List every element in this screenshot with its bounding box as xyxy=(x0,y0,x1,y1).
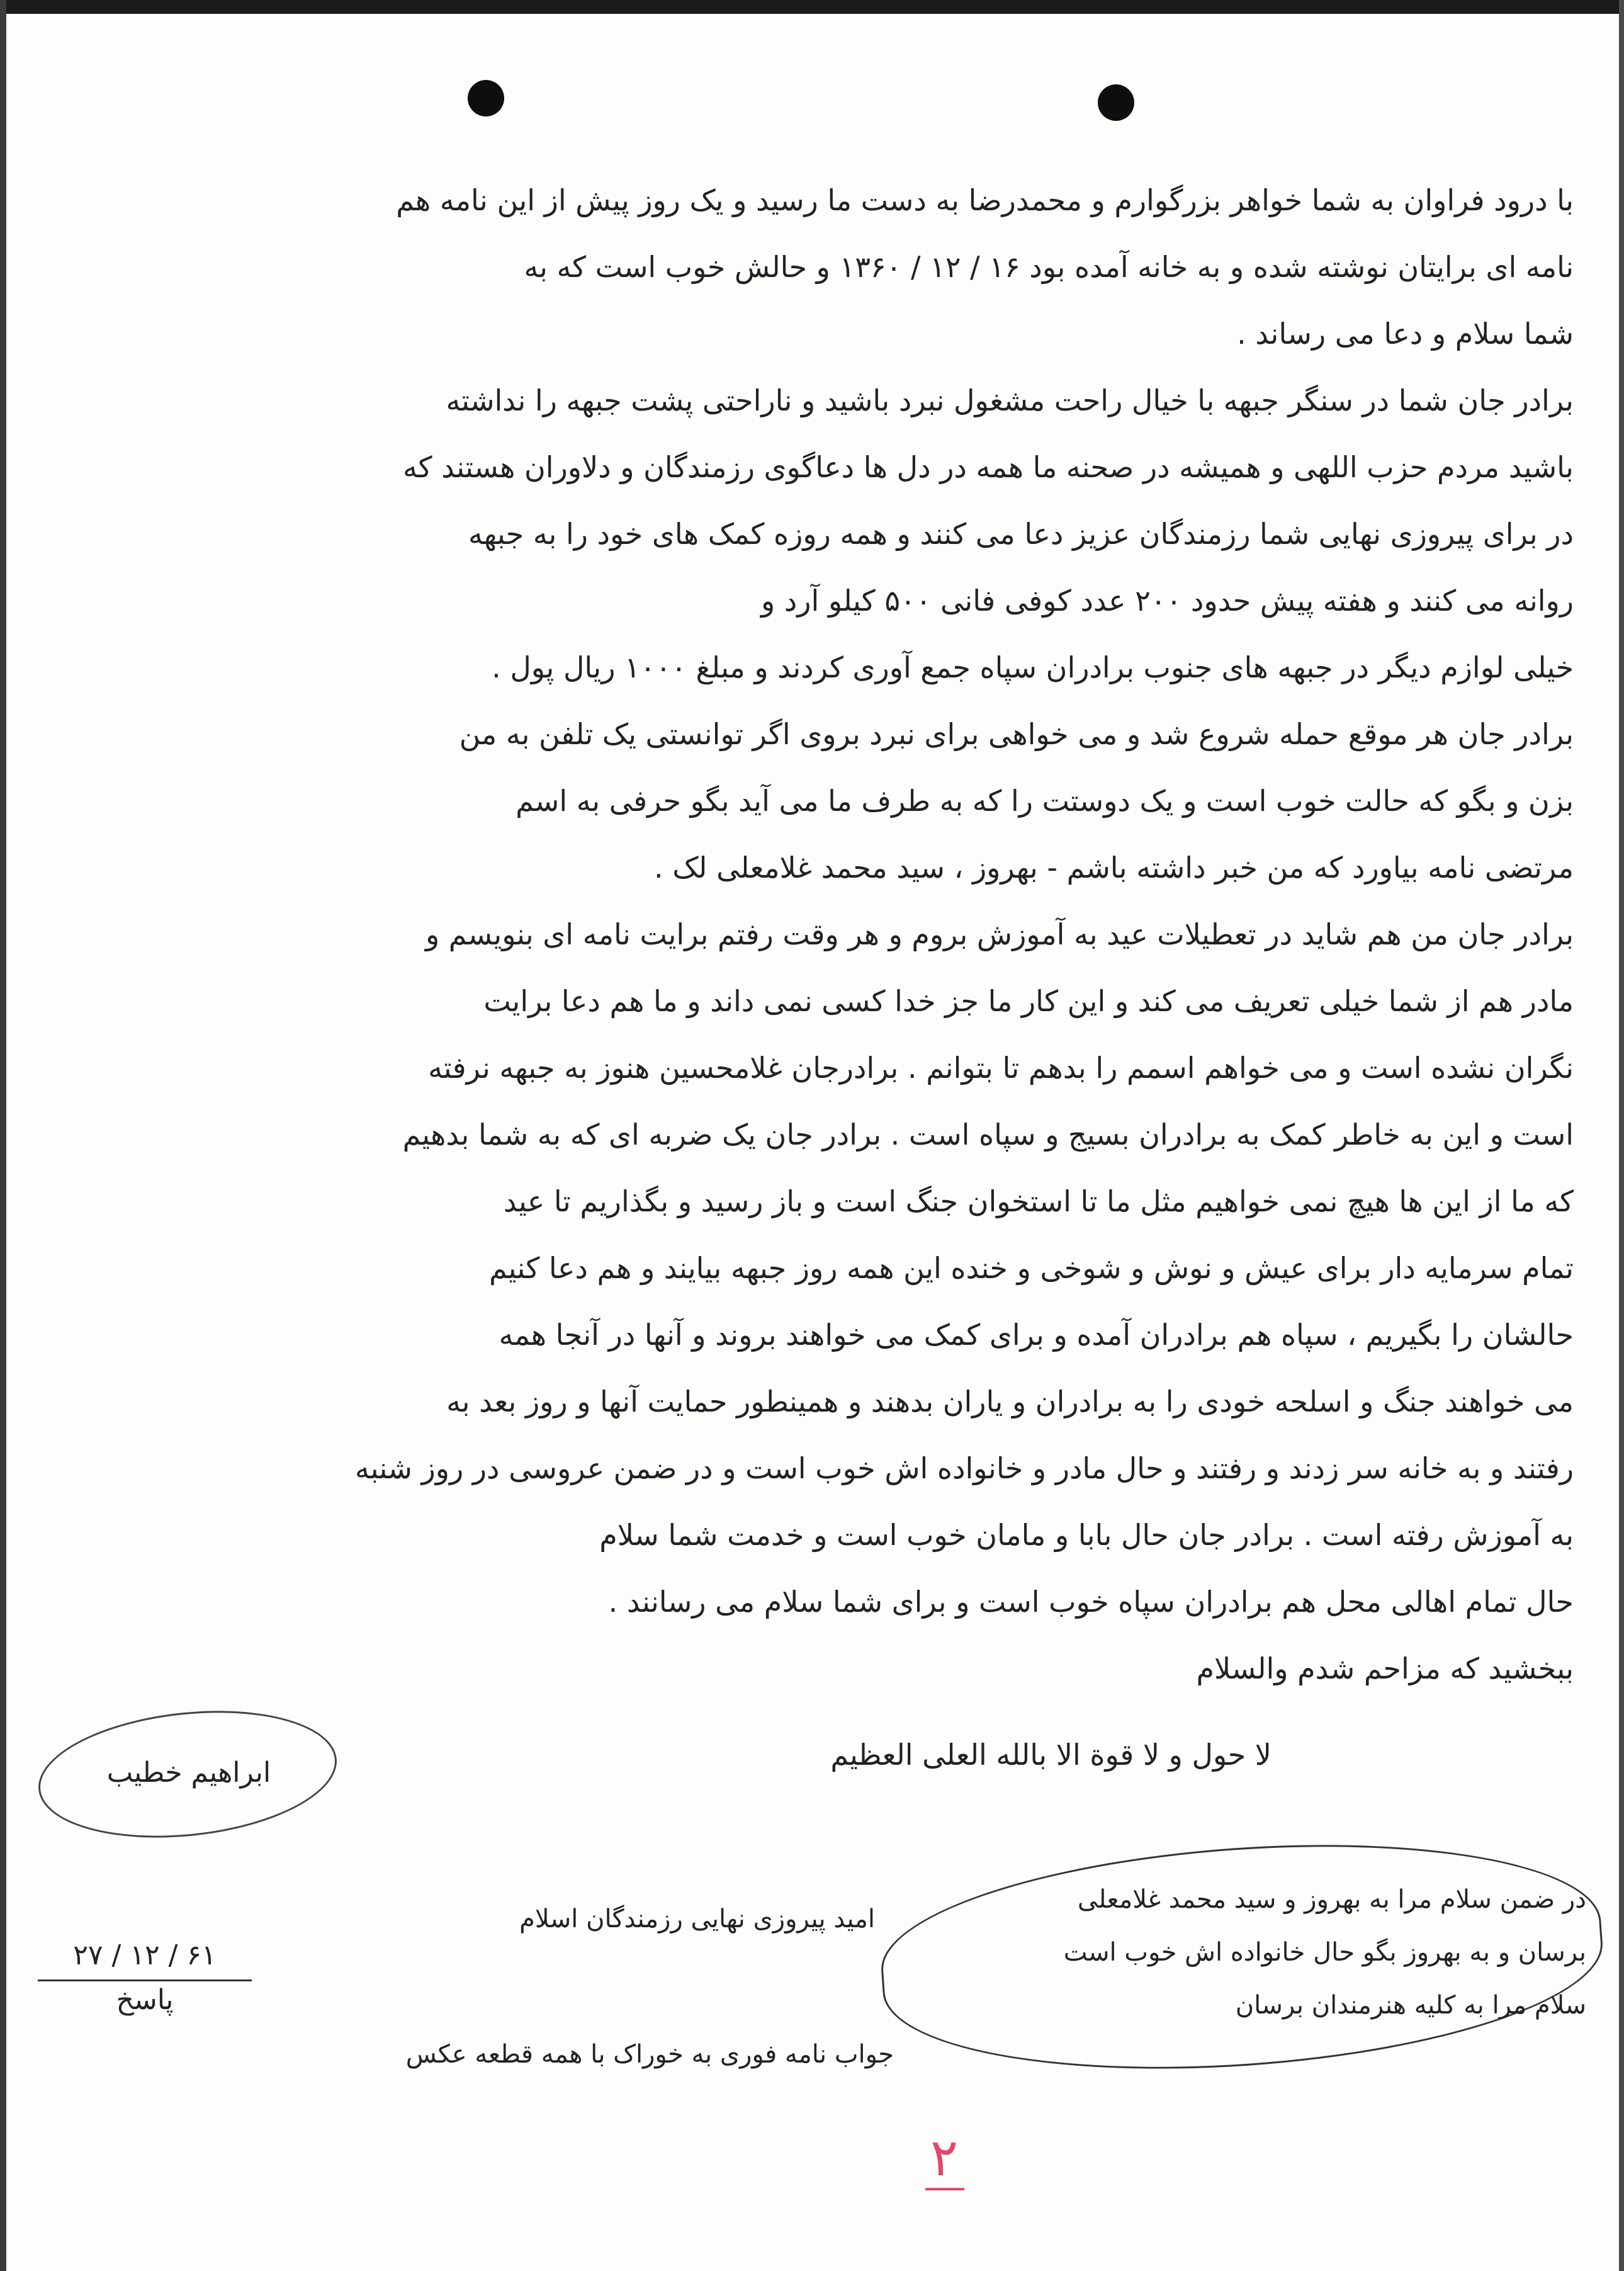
letter-line: مرتضی نامه بیاورد که من خبر داشته باشم - بهروز ، سید محمد غلامعلی لک . xyxy=(654,851,1574,885)
signature-name: ابراهیم خطیب xyxy=(106,1757,271,1789)
letter-line: برادر جان هر موقع حمله شروع شد و می خواهی برای نبرد بروی اگر توانستی یک تلفن به من xyxy=(459,717,1574,751)
letter-line: خیلی لوازم دیگر در جبهه های جنوب برادران سپاه جمع آوری کردند و مبلغ ۱۰۰۰ ریال پول . xyxy=(492,650,1574,684)
letter-line: در برای پیروزی نهایی شما رزمندگان عزیز دعا می کنند و همه روزه کمک های خود را به جبهه xyxy=(468,517,1574,551)
letter-line: حالشان را بگیریم ، سپاه هم برادران آمده و برای کمک می خواهند بروند و آنها در آنجا همه xyxy=(499,1318,1574,1352)
regards-line: امید پیروزی نهایی رزمندگان اسلام xyxy=(519,1905,875,1934)
date-block xyxy=(31,1939,258,2022)
letter-line: حال تمام اهالی محل هم برادران سپاه خوب است و برای شما سلام می رسانند . xyxy=(608,1585,1574,1619)
letter-line: مادر هم از شما خیلی تعریف می کند و این کار ما جز خدا کسی نمی داند و ما هم دعا برایت xyxy=(483,984,1574,1018)
letter-line: برادر جان من هم شاید در تعطیلات عید به آموزش بروم و هر وقت رفتم برایت نامه ای بنویسم و xyxy=(425,917,1574,951)
letter-line: رفتند و به خانه سر زدند و رفتند و حال مادر و خانواده اش خوب است و در ضمن عروسی در روز شنبه xyxy=(354,1451,1574,1485)
letter-line: نگران نشده است و می خواهم اسمم را بدهم تا بتوانم . برادرجان غلامحسین هنوز به جبهه نرفته xyxy=(428,1051,1574,1085)
letter-line: بزن و بگو که حالت خوب است و یک دوستت را که به طرف ما می آید بگو حرفی به اسم xyxy=(516,784,1574,818)
scan-edge-left xyxy=(0,0,6,2271)
postscript xyxy=(919,1873,1586,2032)
postscript-line: در ضمن سلام مرا به بهروز و سید محمد غلامعلی xyxy=(1077,1885,1586,1914)
page-number-underline xyxy=(925,2188,964,2190)
postscript-line: برسان و به بهروز بگو حال خانواده اش خوب است xyxy=(1063,1938,1586,1967)
letter-line: است و این به خاطر کمک به برادران بسیج و سپاه است . برادر جان یک ضربه ای که به شما بدهیم xyxy=(402,1118,1574,1152)
date-value: ۲۷ / ۱۲ / ۶۱ xyxy=(73,1939,217,1971)
letter-line: که ما از این ها هیچ نمی خواهیم مثل ما تا استخوان جنگ است و باز رسید و بگذاریم تا عید xyxy=(503,1184,1574,1218)
letter-line: به آموزش رفته است . برادر جان حال بابا و مامان خوب است و خدمت شما سلام xyxy=(599,1518,1574,1552)
letter-line: باشید مردم حزب اللهی و همیشه در صحنه ما همه در دل ها دعاگوی رزمندگان و دلاوران هستند که xyxy=(402,450,1574,484)
letter-line: نامه ای برایتان نوشته شده و به خانه آمده بود ۱۶ / ۱۲ / ۱۳۶۰ و حالش خوب است که به xyxy=(524,250,1574,284)
date-note: پاسخ xyxy=(116,1984,174,2016)
punch-hole-right xyxy=(1098,84,1134,121)
letter-line: تمام سرمایه دار برای عیش و نوش و شوخی و خنده این همه روز جبهه بیایند و هم دعا کنیم xyxy=(489,1251,1574,1285)
letter-line: با درود فراوان به شما خواهر بزرگوارم و محمدرضا به دست ما رسید و یک روز پیش از این نامه هم xyxy=(396,183,1574,217)
page-number: ۲ xyxy=(930,2128,959,2188)
letter-line: روانه می کنند و هفته پیش حدود ۲۰۰ عدد کوفی فانی ۵۰۰ کیلو آرد و xyxy=(760,584,1574,618)
closing-phrase: لا حول و لا قوة الا بالله العلی العظیم xyxy=(830,1738,1272,1772)
scan-edge-top xyxy=(0,0,1624,14)
date-rule xyxy=(38,1979,252,1981)
letter-line: می خواهند جنگ و اسلحه خودی را به برادران و یاران بدهند و همینطور حمایت آنها و روز بعد به xyxy=(446,1385,1574,1419)
letter-line: شما سلام و دعا می رساند . xyxy=(1237,317,1574,351)
scan-edge-right xyxy=(1619,0,1624,2271)
letter-line: ببخشید که مزاحم شدم والسلام xyxy=(1196,1651,1574,1685)
reply-note: جواب نامه فوری به خوراک با همه قطعه عکس xyxy=(405,2040,894,2069)
letter-body xyxy=(25,167,1574,1702)
letter-line: برادر جان شما در سنگر جبهه با خیال راحت مشغول نبرد باشید و ناراحتی پشت جبهه را نداشته xyxy=(446,383,1574,417)
punch-hole-left xyxy=(468,80,504,116)
postscript-line: سلام مرا به کلیه هنرمندان برسان xyxy=(1235,1991,1586,2020)
